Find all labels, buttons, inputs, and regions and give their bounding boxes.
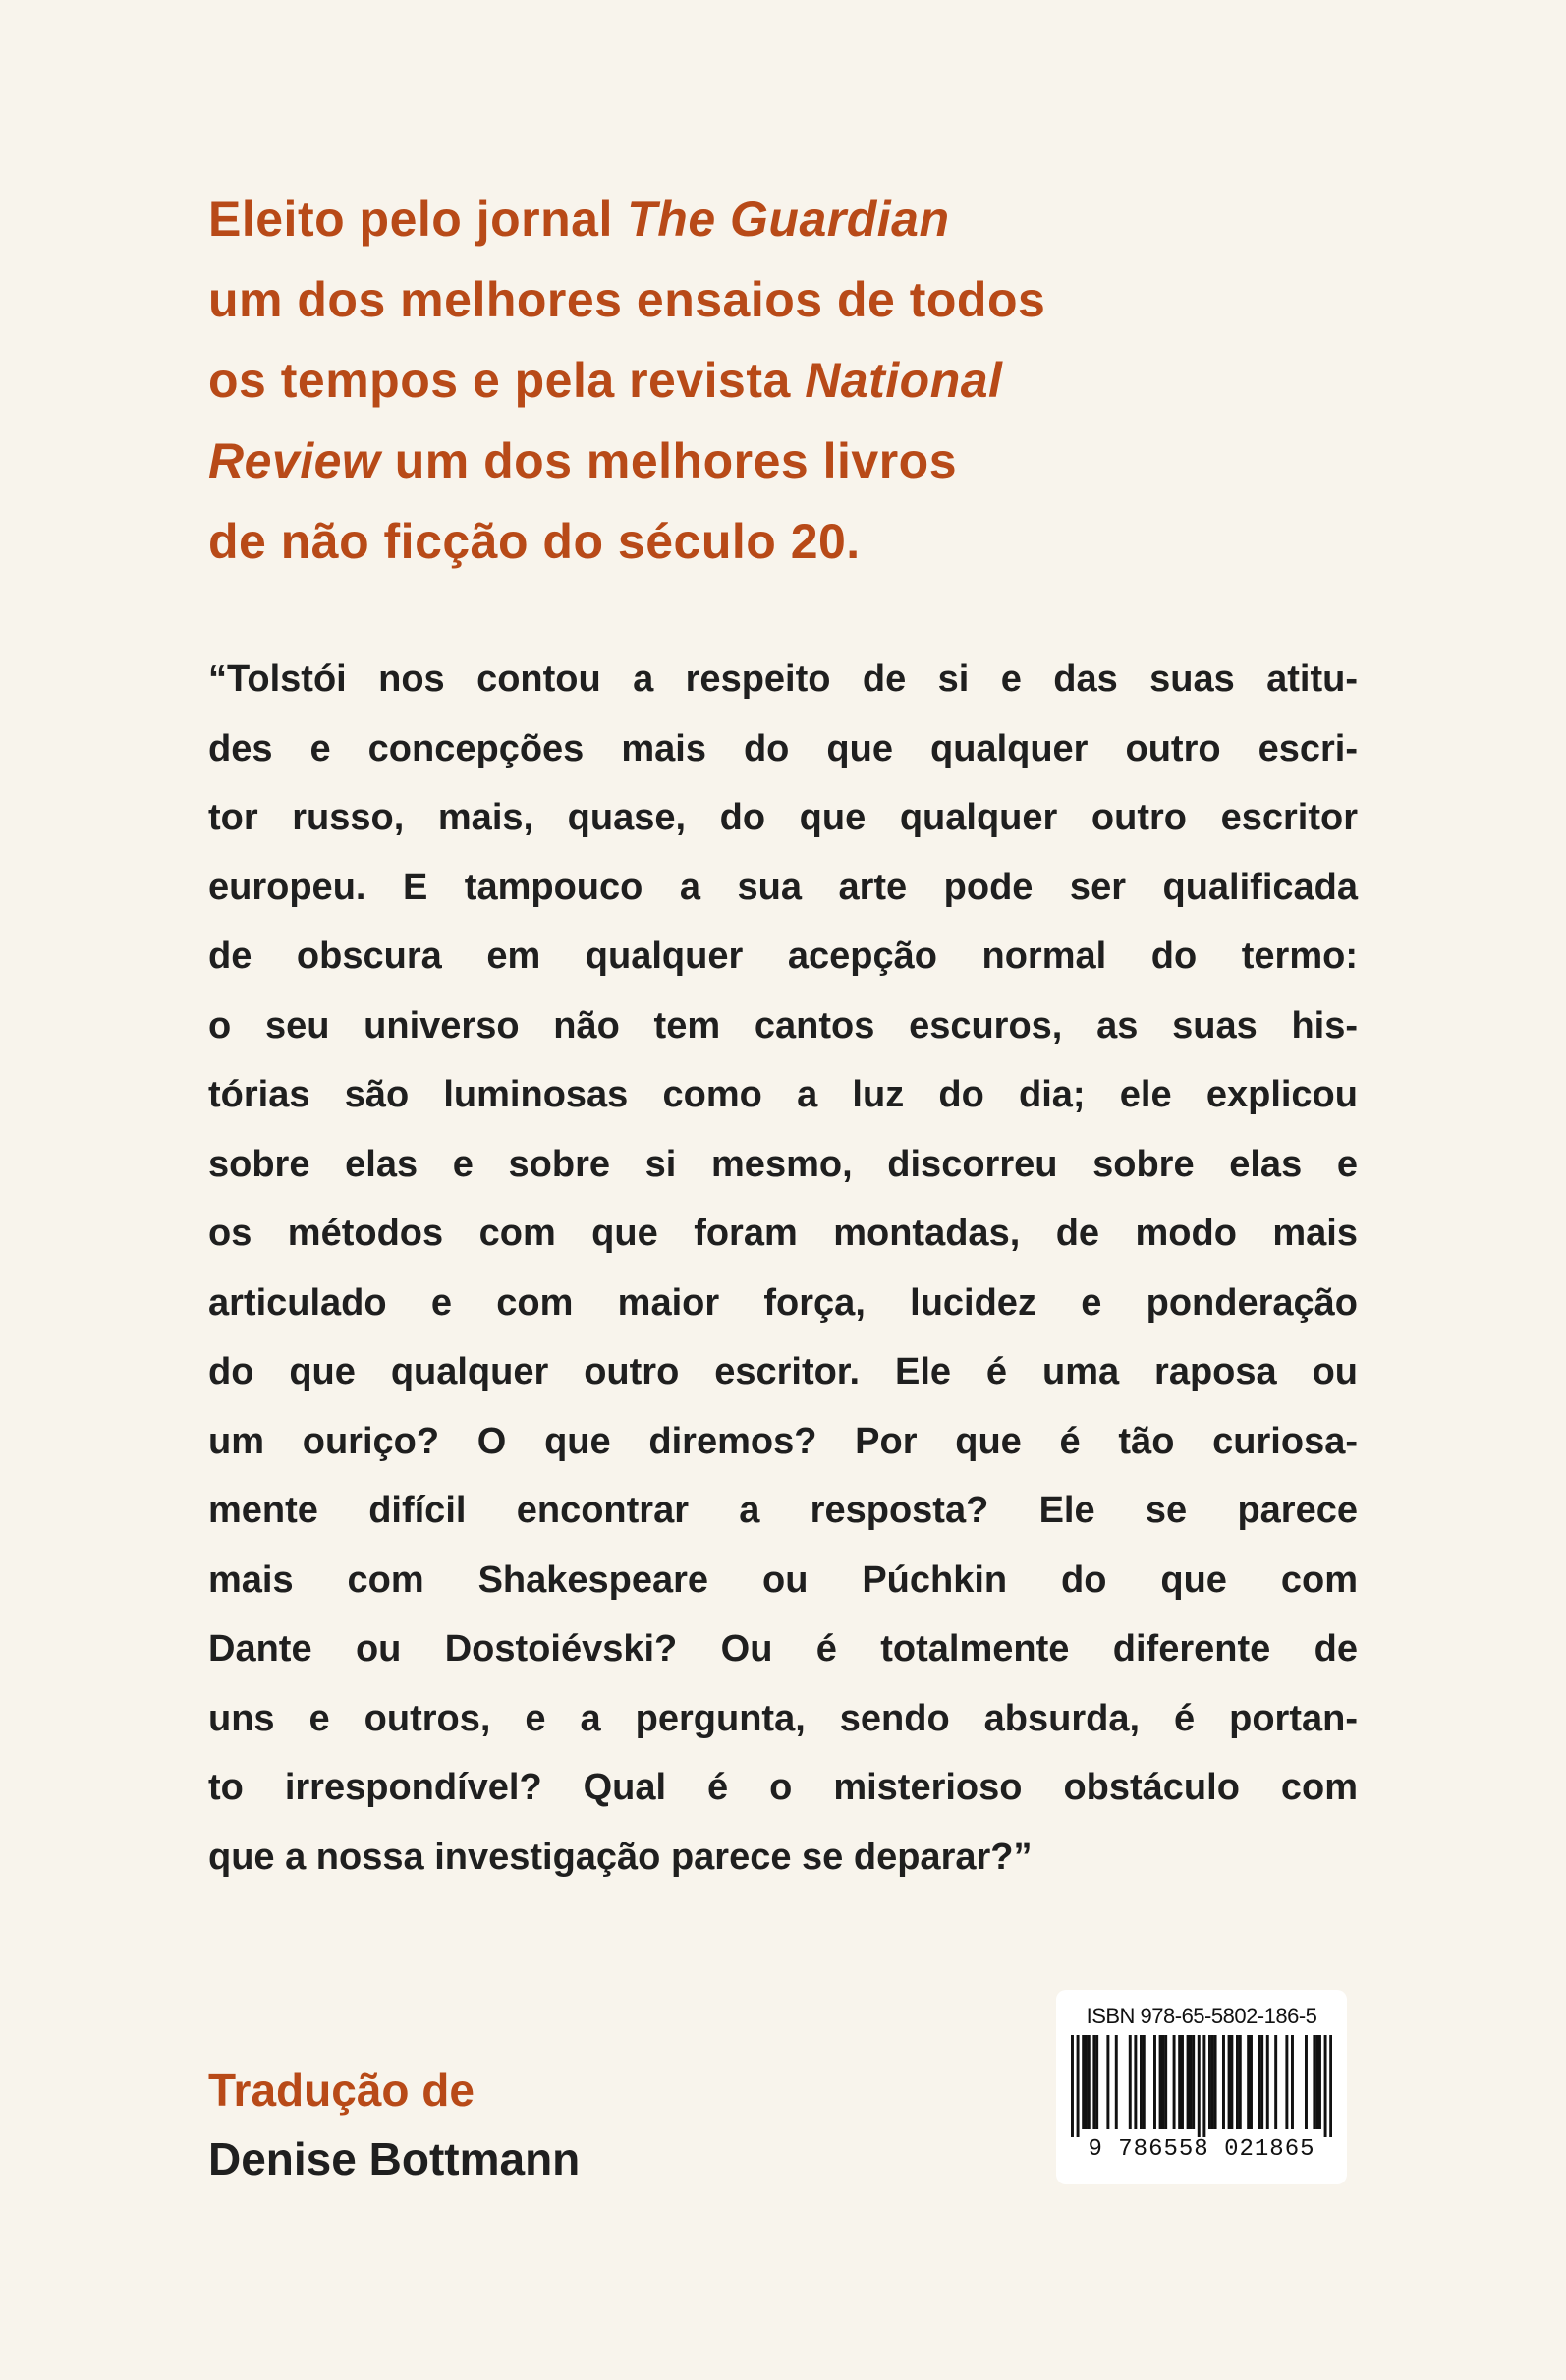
barcode-bar (1324, 2035, 1327, 2137)
blurb (208, 179, 1230, 582)
blurb-text: um dos melhores livros (380, 433, 957, 488)
barcode-bar (1291, 2035, 1294, 2129)
barcode-bar (1214, 2035, 1217, 2129)
quote-line: “Tolstói nos contou a respeito de si e das suas atitu- (208, 658, 1358, 700)
blurb-text: os tempos e pela revista (208, 353, 806, 408)
barcode-bar (1077, 2035, 1080, 2137)
blurb-line (208, 340, 1230, 421)
barcode-bar (1071, 2035, 1074, 2137)
translator-label: Tradução de (208, 2065, 475, 2116)
quote-line: de obscura em qualquer acepção normal do termo: (208, 935, 1358, 977)
quote-block (208, 645, 1358, 1892)
quote-line: europeu. E tampouco a sua arte pode ser qualificada (208, 866, 1358, 908)
quote-line: tor russo, mais, quase, do que qualquer outro escritor (208, 797, 1358, 838)
barcode-bar (1129, 2035, 1132, 2129)
barcode-bar (1211, 2035, 1214, 2129)
barcode-bar (1173, 2035, 1176, 2129)
barcode-bar (1153, 2035, 1156, 2129)
blurb-line (208, 179, 1230, 259)
quote-line: um ouriço? O que diremos? Por que é tão curiosa- (208, 1420, 1358, 1462)
barcode-bar (1329, 2035, 1332, 2137)
quote-line: mais com Shakespeare ou Púchkin do que com (208, 1558, 1358, 1601)
barcode-bar (1143, 2035, 1146, 2129)
blurb-line (208, 259, 1230, 340)
barcode-bar (1274, 2035, 1277, 2129)
quote-line: que a nossa investigação parece se deparar?” (208, 1836, 1033, 1878)
barcode-bar (1092, 2035, 1095, 2129)
isbn-label: ISBN 978-65-5802-186-5 (1086, 2004, 1317, 2028)
barcode-bar (1222, 2035, 1225, 2129)
barcode-bar (1305, 2035, 1308, 2129)
barcode-bar (1236, 2035, 1239, 2129)
blurb-text: Eleito pelo jornal (208, 192, 628, 247)
blurb-title-italic: The Guardian (627, 192, 950, 247)
blurb-line (208, 421, 1230, 501)
barcode-bar (1189, 2035, 1192, 2129)
barcode-bar (1178, 2035, 1181, 2129)
quote-line: o seu universo não tem cantos escuros, as suas his- (208, 1004, 1358, 1047)
barcode-bar (1134, 2035, 1137, 2129)
barcode-bar (1208, 2035, 1211, 2129)
barcode-bar (1198, 2035, 1201, 2137)
barcode-bar (1140, 2035, 1143, 2129)
barcode-bar (1313, 2035, 1315, 2129)
barcode-bar (1239, 2035, 1242, 2129)
quote-line: mente difícil encontrar a resposta? Ele se parece (208, 1490, 1358, 1531)
barcode-bar (1181, 2035, 1184, 2129)
blurb-title-italic: Review (208, 433, 381, 488)
quote-line: to irrespondível? Qual é o misterioso obstáculo com (208, 1767, 1358, 1808)
isbn-digits: 9 786558 021865 (1088, 2136, 1315, 2163)
barcode-bar (1106, 2035, 1109, 2129)
quote-line: sobre elas e sobre si mesmo, discorreu sobre elas e (208, 1143, 1358, 1185)
barcode-bar (1095, 2035, 1098, 2129)
translator-credit (208, 2056, 580, 2193)
quote-line: des e concepções mais do que qualquer outro escri- (208, 727, 1358, 769)
barcode-bar (1266, 2035, 1269, 2129)
blurb-line (208, 501, 1230, 582)
quote-line: Dante ou Dostoiévski? Ou é totalmente diferente de (208, 1628, 1358, 1670)
barcode-bar (1228, 2035, 1231, 2129)
barcode-bar (1318, 2035, 1321, 2129)
barcode-bar (1161, 2035, 1164, 2129)
barcode-bar (1192, 2035, 1195, 2129)
barcode-bar (1250, 2035, 1253, 2129)
barcode-bar (1159, 2035, 1162, 2129)
barcode-bar (1285, 2035, 1288, 2129)
barcode-bar (1230, 2035, 1233, 2129)
barcode-bar (1085, 2035, 1088, 2129)
isbn-barcode (1056, 1990, 1347, 2184)
quote-line: articulado e com maior força, lucidez e ponderação (208, 1281, 1358, 1324)
blurb-text: um dos melhores ensaios de todos (208, 272, 1046, 327)
quote-line: do que qualquer outro escritor. Ele é uma raposa ou (208, 1351, 1358, 1392)
barcode-bar (1315, 2035, 1318, 2129)
barcode-bar (1258, 2035, 1260, 2129)
barcode-bar (1088, 2035, 1091, 2129)
barcode-bar (1115, 2035, 1118, 2129)
quote-line: tórias são luminosas como a luz do dia; ele explicou (208, 1074, 1358, 1115)
barcode-bar (1164, 2035, 1167, 2129)
translator-name: Denise Bottmann (208, 2133, 581, 2184)
barcode-bars (1071, 2035, 1332, 2137)
barcode-bar (1082, 2035, 1085, 2129)
barcode-bar (1187, 2035, 1190, 2129)
blurb-text: de não ficção do século 20. (208, 514, 861, 569)
barcode-bar (1260, 2035, 1263, 2129)
quote-line: os métodos com que foram montadas, de modo mais (208, 1213, 1358, 1254)
quote-line: uns e outros, e a pergunta, sendo absurda, é portan- (208, 1697, 1358, 1739)
barcode-bar (1247, 2035, 1250, 2129)
barcode-bar (1202, 2035, 1205, 2137)
blurb-title-italic: National (805, 353, 1003, 408)
